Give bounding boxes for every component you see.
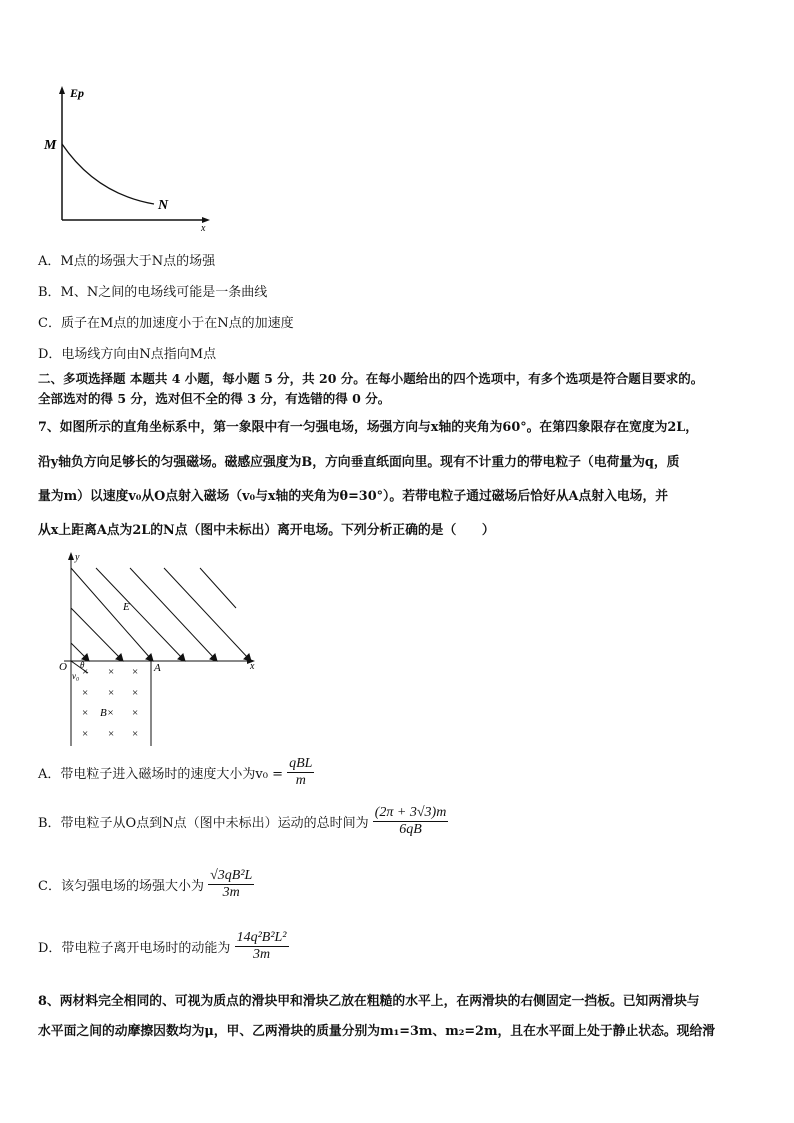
svg-text:×: × bbox=[132, 666, 139, 678]
q7-option-b bbox=[38, 805, 448, 838]
q7-option-a-fraction bbox=[287, 756, 314, 789]
q7-option-c-fraction bbox=[208, 868, 254, 901]
q7-stem-line2: 沿y轴负方向足够长的匀强磁场。磁感应强度为B，方向垂直纸面向里。现有不计重力的带电粒子（电荷量为q，质 bbox=[38, 455, 680, 470]
x-axis-label: x bbox=[201, 223, 206, 232]
fig2-theta-label: θ bbox=[80, 660, 85, 670]
svg-text:×: × bbox=[82, 707, 89, 719]
q7-option-b-fraction bbox=[373, 805, 449, 838]
q7-option-a-numerator: qBL bbox=[289, 756, 313, 771]
q7-option-d-text: D．带电粒子离开电场时的动能为 bbox=[38, 941, 231, 956]
fig2-a-label: A bbox=[154, 662, 161, 674]
q7-option-a bbox=[38, 756, 314, 789]
q7-option-d-numerator: 14q²B²L² bbox=[236, 930, 287, 945]
fig2-y-arrow bbox=[68, 552, 74, 560]
y-axis-arrow bbox=[59, 86, 65, 94]
svg-text:×: × bbox=[82, 687, 89, 699]
electric-field-lines bbox=[71, 568, 251, 661]
q7-stem-line3: 量为m）以速度v₀从O点射入磁场（v₀与x轴的夹角为θ=30°）。若带电粒子通过磁场后恰好从A点射入电场，并 bbox=[38, 489, 669, 504]
fig2-y-label: y bbox=[75, 552, 80, 563]
svg-text:×: × bbox=[108, 687, 115, 699]
field-diagram bbox=[50, 548, 270, 750]
q7-option-d-denominator: 3m bbox=[252, 947, 271, 962]
q6-option-c: C．质子在M点的加速度小于在N点的加速度 bbox=[38, 316, 294, 331]
q6-option-b: B．M、N之间的电场线可能是一条曲线 bbox=[38, 285, 268, 300]
fig2-x-label: x bbox=[250, 661, 255, 672]
svg-text:×: × bbox=[132, 728, 139, 740]
q7-stem-line4: 从x上距离A点为2L的N点（图中未标出）离开电场。下列分析正确的是（ ） bbox=[38, 523, 495, 538]
svg-text:×: × bbox=[108, 666, 115, 678]
fig2-b-label: B× bbox=[100, 707, 115, 719]
svg-text:×: × bbox=[82, 728, 89, 740]
q7-option-b-text: B．带电粒子从O点到N点（图中未标出）运动的总时间为 bbox=[38, 816, 369, 831]
point-m-label: M bbox=[44, 138, 57, 153]
ep-x-graph bbox=[36, 82, 216, 232]
fig2-o-label: O bbox=[59, 661, 67, 673]
q8-stem-line2: 水平面之间的动摩擦因数均为μ，甲、乙两滑块的质量分别为m₁=3m、m₂=2m，且在水平面上处于静止状态。现给滑 bbox=[38, 1024, 716, 1039]
svg-text:×: × bbox=[108, 728, 115, 740]
q7-option-b-denominator: 6qB bbox=[399, 822, 422, 837]
q7-option-c-numerator: √3qB²L bbox=[210, 868, 253, 883]
ep-curve bbox=[62, 144, 154, 204]
q7-option-d-fraction bbox=[235, 930, 289, 963]
q6-option-a: A．M点的场强大于N点的场强 bbox=[38, 254, 216, 269]
section2-heading-line1: 二、多项选择题 本题共 4 小题，每小题 5 分，共 20 分。在每小题给出的四个选项中，有多个选项是符合题目要求的。 bbox=[38, 371, 704, 386]
svg-text:×: × bbox=[82, 666, 89, 678]
magnetic-field-crosses bbox=[82, 666, 138, 740]
fig2-e-label: E bbox=[123, 601, 130, 613]
y-axis-label: Ep bbox=[70, 86, 85, 100]
q8-stem-line1: 8、两材料完全相同的、可视为质点的滑块甲和滑块乙放在粗糙的水平上，在两滑块的右侧固定一挡板。已知两滑块与 bbox=[38, 994, 700, 1009]
q7-option-c-denominator: 3m bbox=[222, 885, 240, 900]
svg-text:×: × bbox=[132, 687, 139, 699]
q7-option-d bbox=[38, 930, 289, 963]
point-n-label: N bbox=[158, 198, 169, 213]
q7-option-c bbox=[38, 868, 254, 901]
fig2-v0-label: v₀ bbox=[72, 671, 80, 681]
q7-option-c-text: C．该匀强电场的场强大小为 bbox=[38, 879, 204, 894]
svg-text:×: × bbox=[132, 707, 139, 719]
q7-option-b-numerator: (2π + 3√3)m bbox=[374, 805, 447, 820]
q7-option-a-denominator: m bbox=[295, 773, 306, 788]
section2-heading-line2: 全部选对的得 5 分，选对但不全的得 3 分，有选错的得 0 分。 bbox=[38, 391, 391, 406]
q7-option-a-text: A．带电粒子进入磁场时的速度大小为v₀ = bbox=[38, 767, 283, 782]
q7-stem-line1: 7、如图所示的直角坐标系中，第一象限中有一匀强电场，场强方向与x轴的夹角为60°。在第四象限存在宽度为2L， bbox=[38, 420, 699, 435]
q6-option-d: D．电场线方向由N点指向M点 bbox=[38, 347, 217, 362]
